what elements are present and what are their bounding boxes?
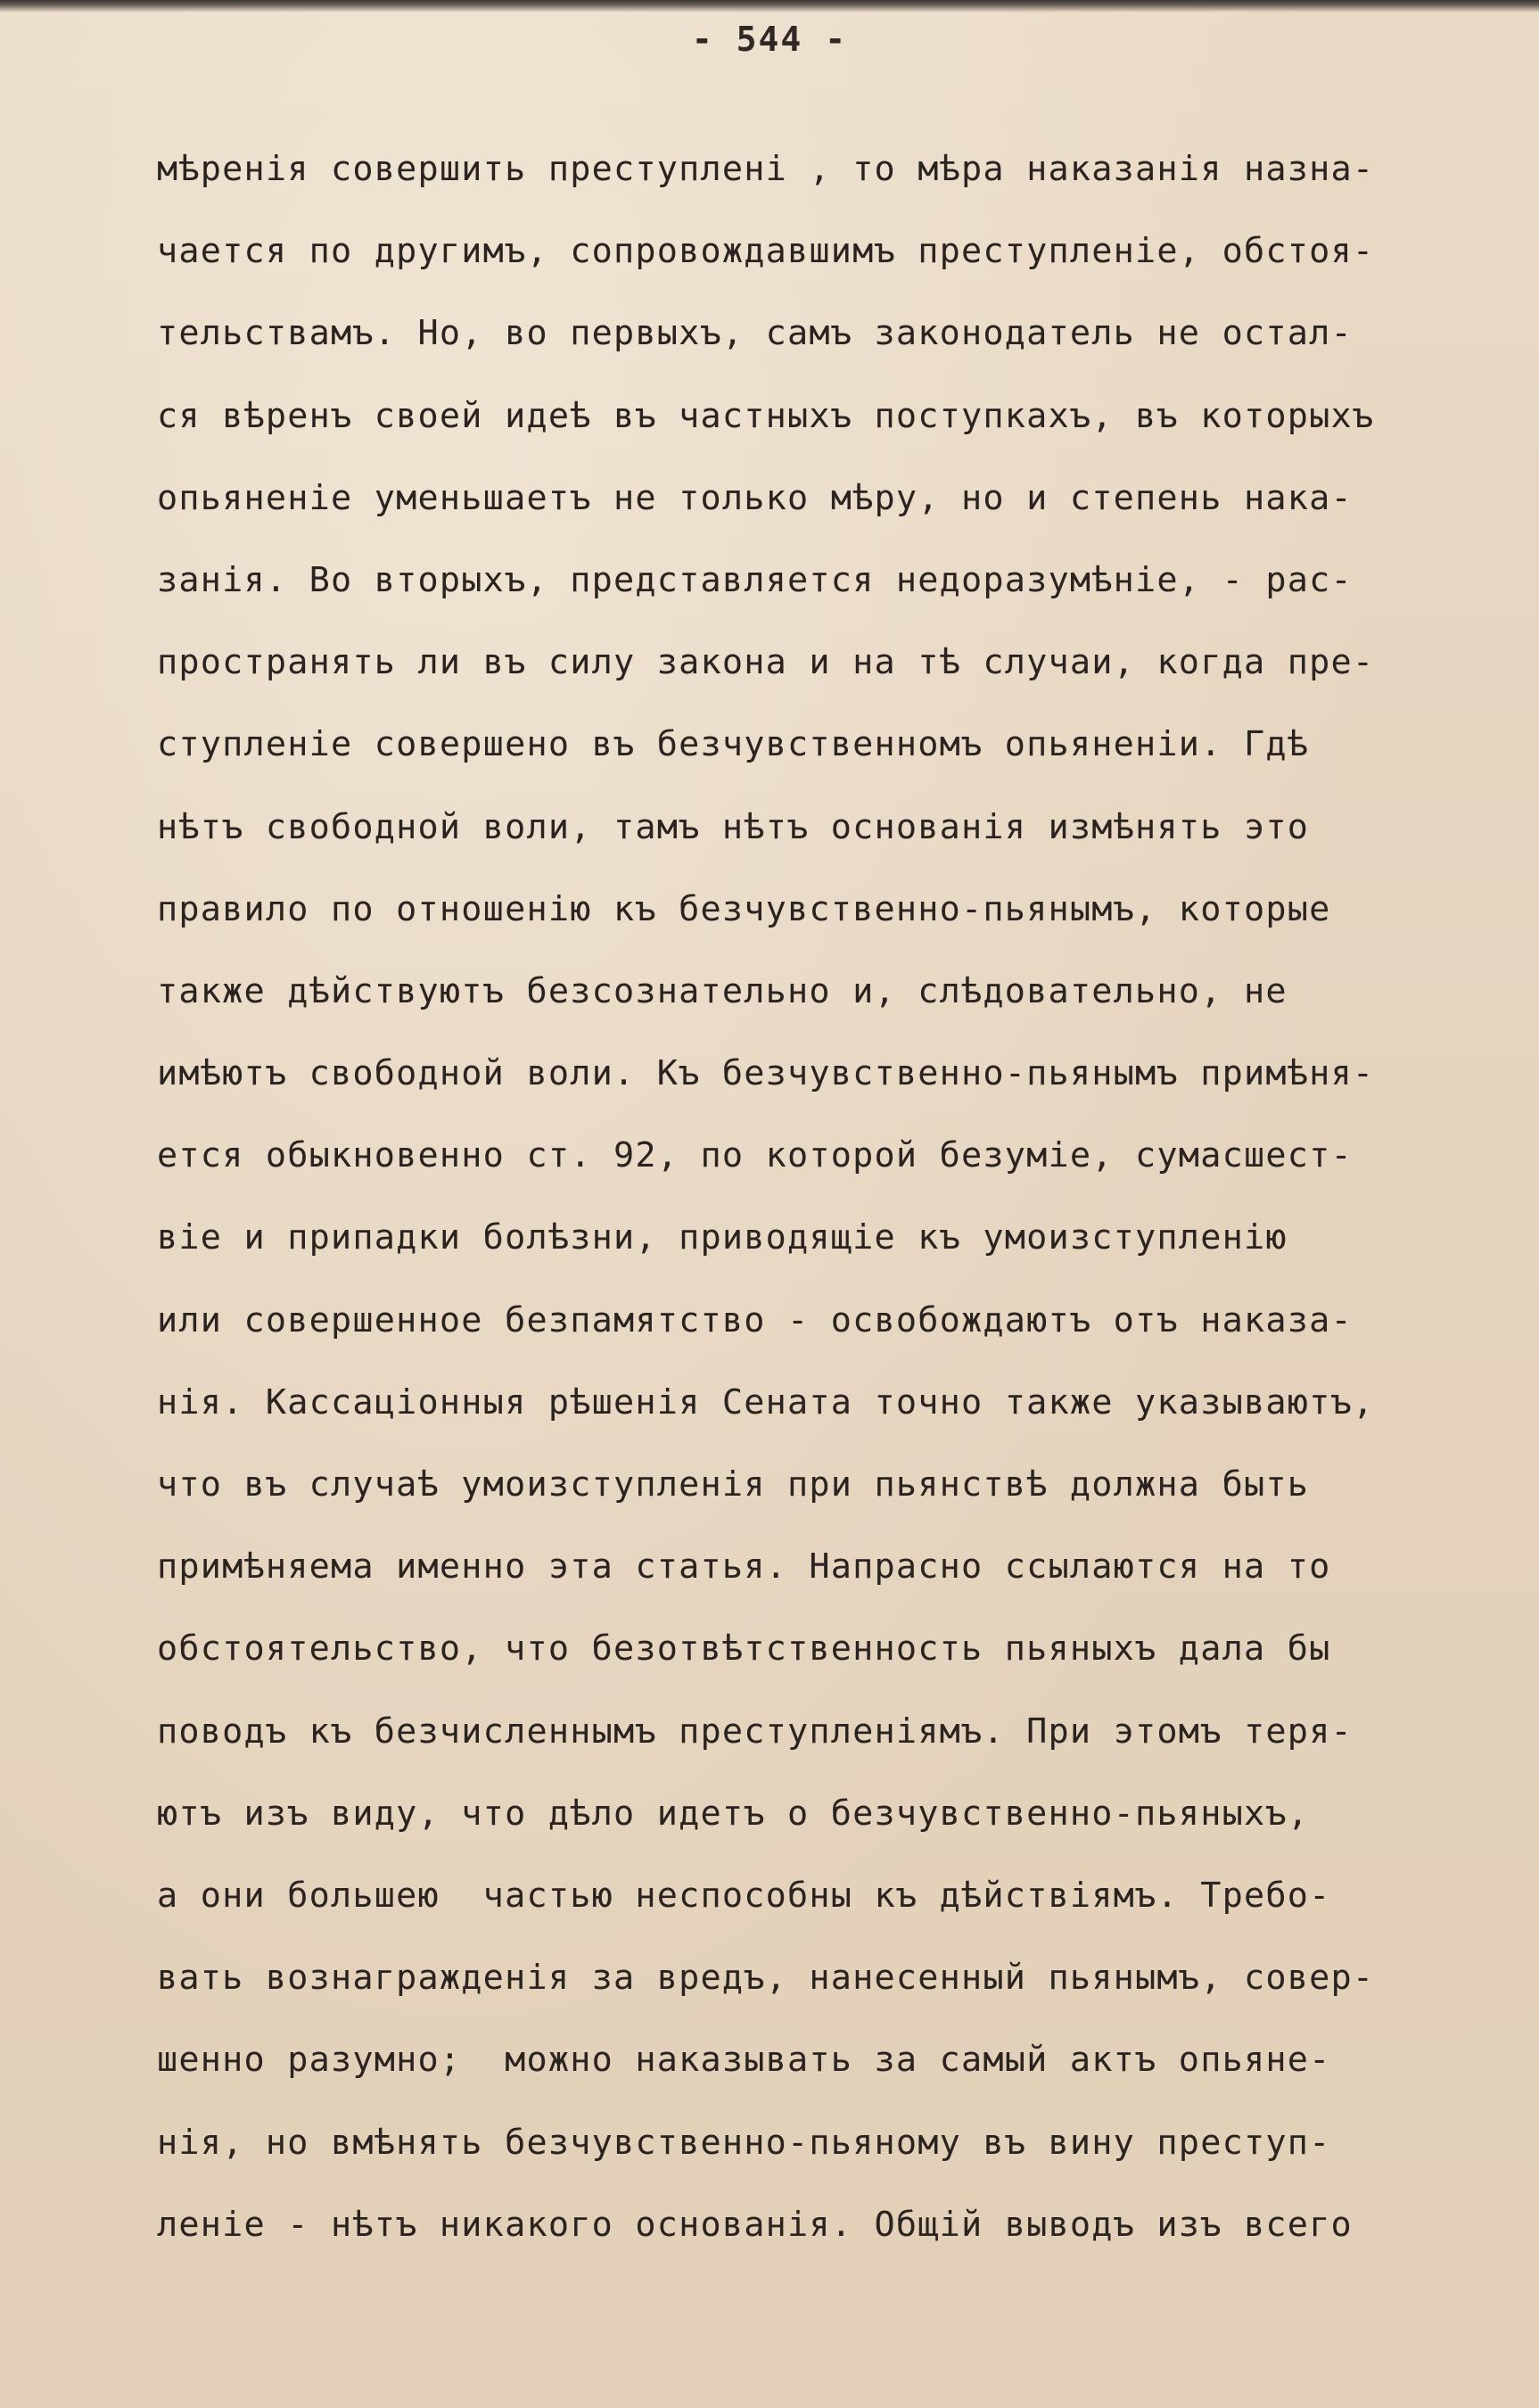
- text-line: мѣренія совершить преступлені , то мѣра наказанія назна-: [157, 149, 1375, 189]
- text-line: нія. Кассаціонныя рѣшенія Сената точно также указываютъ,: [157, 1381, 1375, 1423]
- text-line: также дѣйствуютъ безсознательно и, слѣдовательно, не: [157, 970, 1288, 1011]
- text-line: обстоятельство, что безотвѣтственность пьяныхъ дала бы: [157, 1629, 1331, 1670]
- text-line: ютъ изъ виду, что дѣло идетъ о безчувственно-пьяныхъ,: [157, 1793, 1310, 1834]
- text-line: ступленіе совершено въ безчувственномъ опьяненіи. Гдѣ: [157, 724, 1310, 765]
- text-line: правило по отношенію къ безчувственно-пьянымъ, которые: [157, 888, 1331, 929]
- text-line: пространять ли въ силу закона и на тѣ случаи, когда пре-: [157, 642, 1375, 683]
- text-line: нѣтъ свободной воли, тамъ нѣтъ основанія измѣнять это: [157, 806, 1310, 847]
- text-line: ся вѣренъ своей идеѣ въ частныхъ поступкахъ, въ которыхъ: [157, 395, 1375, 436]
- text-line: а они большею частью неспособны къ дѣйствіямъ. Требо-: [157, 1875, 1331, 1916]
- text-line: чается по другимъ, сопровождавшимъ преступленіе, обстоя-: [157, 231, 1375, 272]
- text-line: или совершенное безпамятство - освобождаютъ отъ наказа-: [157, 1299, 1353, 1340]
- text-line: віе и припадки болѣзни, приводящіе къ умоизступленію: [157, 1217, 1288, 1258]
- text-line: ется обыкновенно ст. 92, по которой безуміе, сумасшест-: [157, 1135, 1353, 1176]
- body-text: [157, 143, 1530, 2280]
- text-line: что въ случаѣ умоизступленія при пьянствѣ должна быть: [157, 1464, 1310, 1505]
- page-number: - 544 -: [691, 20, 848, 59]
- text-line: леніе - нѣтъ никакого основанія. Общій выводъ изъ всего: [157, 2204, 1353, 2245]
- text-line: примѣняема именно эта статья. Напрасно ссылаются на то: [157, 1546, 1331, 1587]
- text-line: занія. Во вторыхъ, представляется недоразумѣніе, - рас-: [157, 559, 1353, 600]
- text-line: имѣютъ свободной воли. Къ безчувственно-пьянымъ примѣня-: [157, 1053, 1375, 1094]
- text-line: вать вознагражденія за вредъ, нанесенный пьянымъ, совер-: [157, 1958, 1375, 1999]
- text-line: поводъ къ безчисленнымъ преступленіямъ. При этомъ теря-: [157, 1711, 1353, 1752]
- text-line: опьяненіе уменьшаетъ не только мѣру, но и степень нака-: [157, 477, 1353, 518]
- scan-top-edge: [0, 0, 1539, 12]
- text-line: шенно разумно; можно наказывать за самый актъ опьяне-: [157, 2040, 1331, 2081]
- text-line: нія, но вмѣнять безчувственно-пьяному въ вину преступ-: [157, 2122, 1331, 2163]
- text-line: тельствамъ. Но, во первыхъ, самъ законодатель не остал-: [157, 313, 1353, 354]
